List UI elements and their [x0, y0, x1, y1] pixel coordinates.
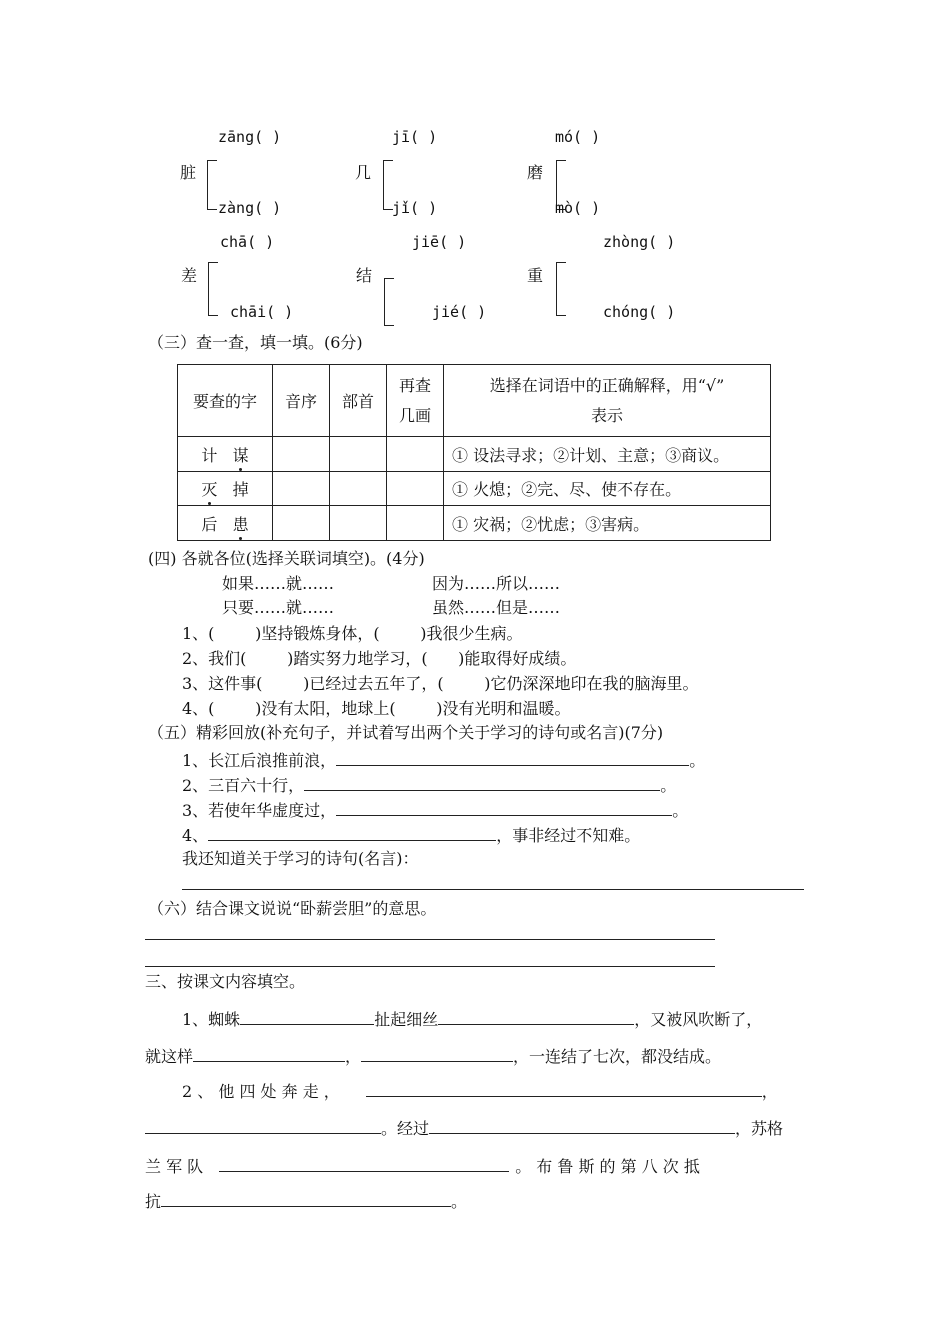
answer-blank[interactable] — [366, 1080, 762, 1097]
part-3-title: 三、按课文内容填空。 — [145, 972, 306, 991]
table-row — [178, 472, 771, 506]
extra-prompt: 我还知道关于学习的诗句(名言)： — [182, 849, 419, 868]
fill-line: 抗 。 — [145, 1192, 468, 1211]
table-header: 要查的字 — [178, 365, 273, 437]
table-cell-blank[interactable] — [273, 437, 330, 472]
table-cell-blank[interactable] — [273, 472, 330, 506]
fill-line: 1、蜘蛛 扯起细丝 ，又被风吹断了， — [182, 1010, 763, 1029]
question-item: 1、( )坚持锻炼身体，( )我很少生病。 — [182, 624, 523, 643]
answer-line[interactable] — [182, 889, 804, 890]
pinyin-blank: mó( ) — [555, 128, 601, 146]
pinyin-blank: chāi( ) — [230, 303, 294, 321]
pinyin-blank: chā( ) — [220, 233, 275, 251]
answer-blank[interactable] — [208, 824, 496, 841]
polyphone-char: 差 — [181, 266, 198, 285]
question-item: 4、( )没有太阳，地球上( )没有光明和温暖。 — [182, 699, 571, 718]
polyphone-char: 脏 — [180, 163, 197, 182]
fill-line: 。经过 ，苏格 — [145, 1117, 783, 1139]
table-cell-blank[interactable] — [387, 506, 444, 541]
table-header-row — [178, 365, 771, 437]
answer-blank[interactable] — [361, 1045, 513, 1062]
polyphone-char: 磨 — [527, 163, 544, 182]
brace-icon — [208, 262, 218, 316]
table-cell-word: 计 谋 — [178, 437, 273, 472]
answer-blank[interactable] — [336, 749, 689, 766]
brace-icon — [384, 278, 394, 326]
conjunction-option: 虽然……但是…… — [432, 598, 561, 617]
answer-blank[interactable] — [240, 1008, 374, 1025]
table-header: 选择在词语中的正确解释，用“√” 表示 — [444, 365, 771, 437]
question-item: 2、我们( )踏实努力地学习，( )能取得好成绩。 — [182, 649, 577, 668]
table-header: 部首 — [330, 365, 387, 437]
answer-line[interactable] — [145, 939, 715, 940]
table-header: 再查 几画 — [387, 365, 444, 437]
answer-blank[interactable] — [304, 774, 660, 791]
conjunction-option: 如果……就…… — [222, 574, 335, 593]
answer-blank[interactable] — [219, 1155, 509, 1172]
table-cell-blank[interactable] — [330, 472, 387, 506]
section-3-title: （三）查一查，填一填。(6分) — [148, 333, 363, 352]
table-cell-blank[interactable] — [330, 506, 387, 541]
conjunction-option: 只要……就…… — [222, 598, 335, 617]
table-cell-word: 后 患 — [178, 506, 273, 541]
fill-line: 4、 ，事非经过不知难。 — [182, 826, 641, 845]
pinyin-blank: jī( ) — [392, 128, 438, 146]
table-header: 音序 — [273, 365, 330, 437]
polyphone-char: 结 — [356, 266, 373, 285]
section-5-title: （五）精彩回放(补充句子，并试着写出两个关于学习的诗句或名言)(7分) — [148, 723, 664, 742]
table-cell-meaning: ① 灾祸；②忧虑；③害病。 — [444, 506, 771, 541]
brace-icon — [556, 262, 566, 316]
pinyin-blank: jiē( ) — [412, 233, 467, 251]
answer-blank[interactable] — [336, 799, 672, 816]
fill-line: 2、三百六十行， 。 — [182, 776, 677, 795]
answer-blank[interactable] — [429, 1117, 735, 1134]
section-6-title: （六）结合课文说说“卧薪尝胆”的意思。 — [148, 899, 437, 918]
pinyin-blank: jǐ( ) — [392, 199, 438, 217]
answer-blank[interactable] — [193, 1045, 345, 1062]
table-cell-meaning: ① 火熄；②完、尽、使不存在。 — [444, 472, 771, 506]
answer-blank[interactable] — [438, 1008, 634, 1025]
answer-blank[interactable] — [145, 1117, 381, 1134]
table-cell-blank[interactable] — [387, 472, 444, 506]
table-row — [178, 506, 771, 541]
brace-icon — [207, 160, 217, 210]
table-cell-blank[interactable] — [273, 506, 330, 541]
answer-line[interactable] — [145, 966, 715, 967]
pinyin-blank: zāng( ) — [218, 128, 282, 146]
conjunction-option: 因为……所以…… — [432, 574, 561, 593]
pinyin-blank: jié( ) — [432, 303, 487, 321]
polyphone-char: 重 — [527, 266, 544, 285]
table-row — [178, 437, 771, 472]
table-cell-blank[interactable] — [330, 437, 387, 472]
pinyin-blank: zhòng( ) — [603, 233, 676, 251]
question-item: 3、这件事( )已经过去五年了，( )它仍深深地印在我的脑海里。 — [182, 674, 699, 693]
pinyin-blank: chóng( ) — [603, 303, 676, 321]
fill-line: 3、若使年华虚度过， 。 — [182, 801, 689, 820]
polyphone-char: 几 — [355, 163, 372, 182]
pinyin-blank: zàng( ) — [218, 199, 282, 217]
table-cell-word: 灭 掉 — [178, 472, 273, 506]
dictionary-table — [177, 364, 771, 541]
fill-line: 就这样 ， ，一连结了七次，都没结成。 — [145, 1047, 722, 1066]
pinyin-blank: mò( ) — [555, 199, 601, 217]
section-4-title: (四) 各就各位(选择关联词填空)。(4分) — [148, 549, 425, 568]
table-cell-meaning: ① 设法寻求；②计划、主意；③商议。 — [444, 437, 771, 472]
fill-line: 1、长江后浪推前浪， 。 — [182, 751, 706, 770]
fill-line: 兰 军 队 。 布 鲁 斯 的 第 八 次 抵 — [145, 1157, 700, 1176]
answer-blank[interactable] — [161, 1190, 451, 1207]
table-cell-blank[interactable] — [387, 437, 444, 472]
fill-line: 2 、 他 四 处 奔 走 ， ， — [182, 1082, 778, 1101]
